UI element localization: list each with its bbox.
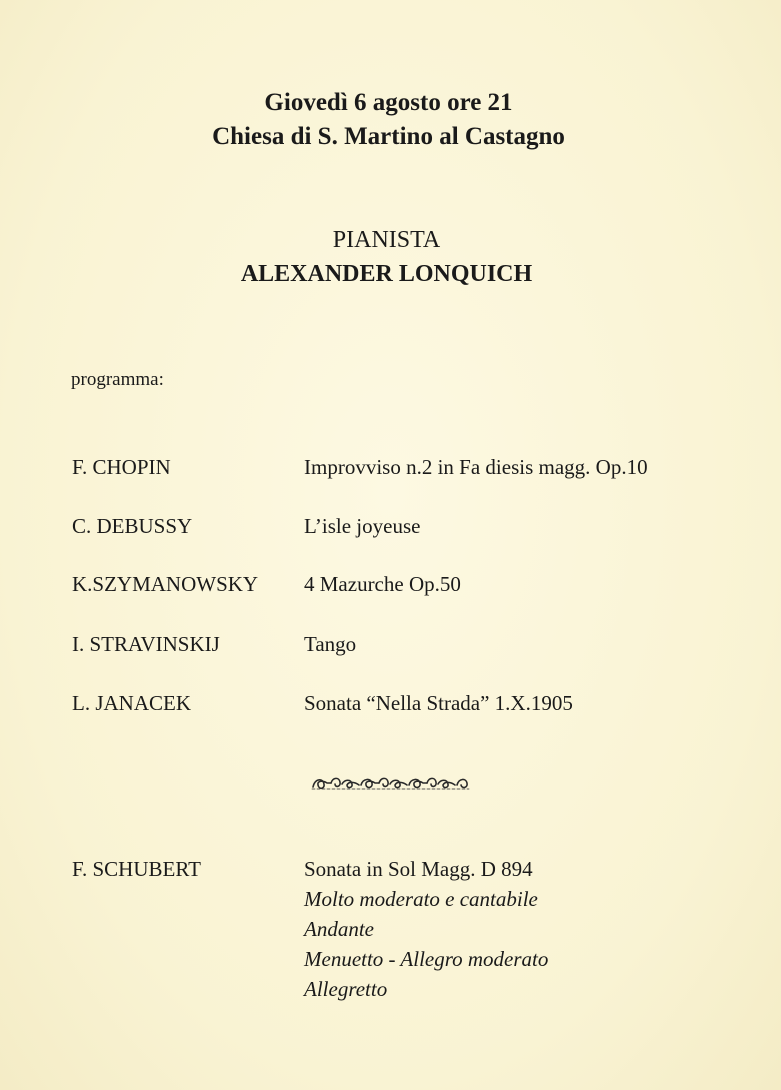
work-title: Improvviso n.2 in Fa diesis magg. Op.10: [304, 455, 648, 479]
decorative-scroll-divider-icon: [309, 772, 473, 794]
composer-name: F. CHOPIN: [72, 455, 171, 479]
movement-title: Menuetto - Allegro moderato: [304, 947, 549, 971]
program-label: programma:: [71, 369, 164, 390]
movement-title: Allegretto: [304, 977, 388, 1001]
composer-name: I. STRAVINSKIJ: [72, 632, 220, 656]
concert-venue: Chiesa di S. Martino al Castagno: [212, 123, 565, 150]
composer-name: F. SCHUBERT: [72, 857, 201, 881]
work-title: Sonata in Sol Magg. D 894: [304, 857, 533, 881]
work-title: L’isle joyeuse: [304, 514, 421, 538]
performer-name: ALEXANDER LONQUICH: [240, 261, 533, 287]
program-item: [0, 511, 781, 541]
movement-title: Andante: [304, 917, 374, 941]
program-item: [0, 688, 781, 718]
movement-title: Molto moderato e cantabile: [304, 887, 538, 911]
program-item: [0, 629, 781, 659]
concert-date: Giovedì 6 agosto ore 21: [264, 89, 513, 116]
performer-role: PIANISTA: [332, 227, 441, 253]
program-item: [0, 569, 781, 599]
program-item: [0, 452, 781, 482]
composer-name: C. DEBUSSY: [72, 514, 193, 538]
movement-list: [304, 884, 548, 1004]
work-title: 4 Mazurche Op.50: [304, 572, 461, 596]
work-title: Sonata “Nella Strada” 1.X.1905: [304, 691, 573, 715]
composer-name: K.SZYMANOWSKY: [72, 572, 259, 596]
work-title: Tango: [304, 632, 357, 656]
composer-name: L. JANACEK: [72, 691, 191, 715]
